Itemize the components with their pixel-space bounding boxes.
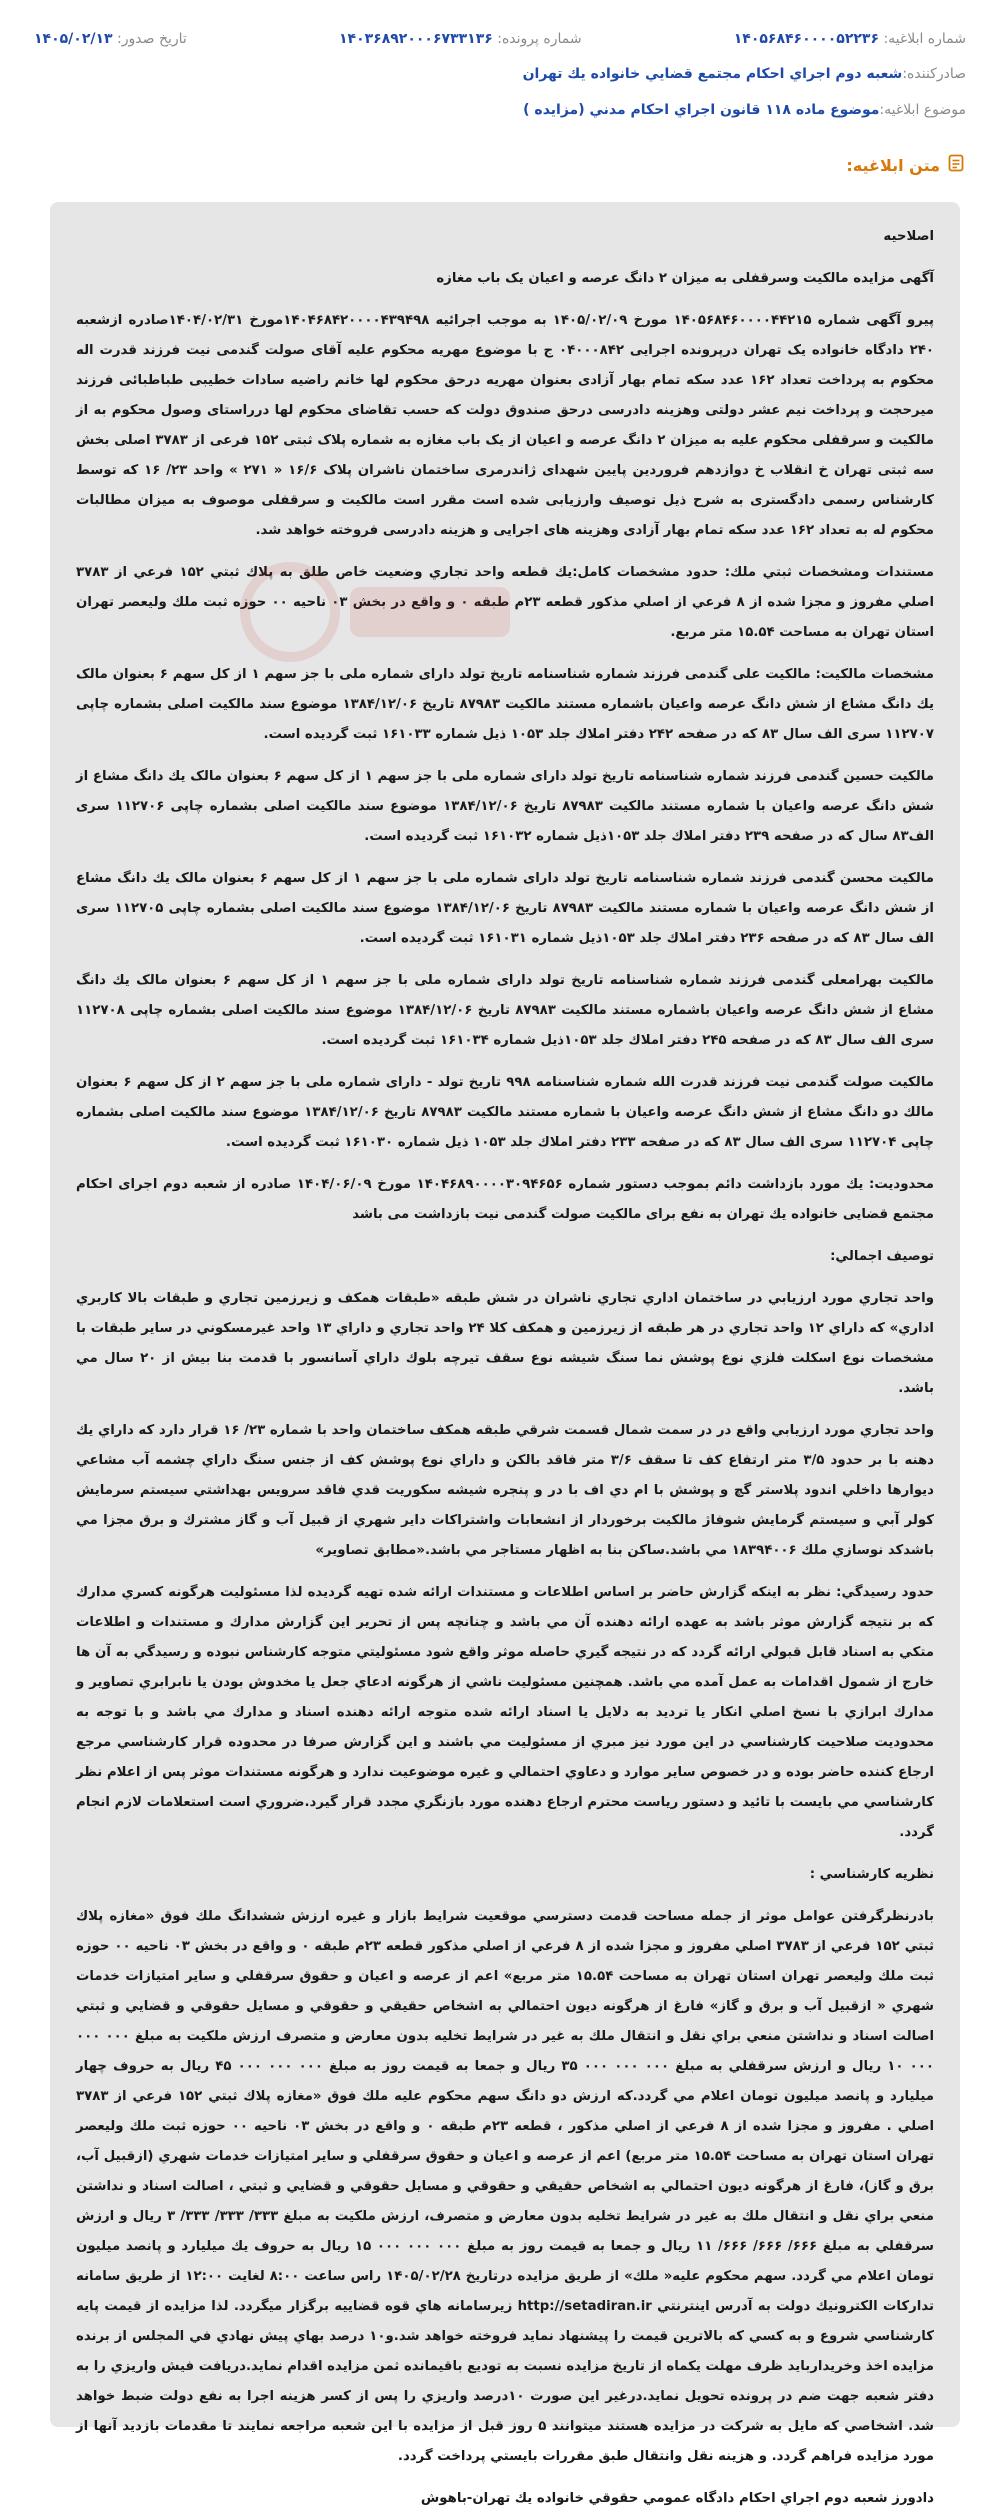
sender-row xyxy=(34,56,966,92)
subject-value: موضوع ماده ۱۱۸ قانون اجراي احکام مدني (مزايده ) xyxy=(523,102,880,118)
notice-number-value: ۱۴۰۵۶۸۴۶۰۰۰۰۵۲۲۳۶ xyxy=(733,31,879,47)
sender-value: شعبه دوم اجراي احکام مجتمع قضايي خانواده يك تهران xyxy=(522,66,903,82)
subject-row xyxy=(34,92,966,128)
notice-text-title xyxy=(34,150,966,180)
case-number-value: ۱۴۰۳۶۸۹۲۰۰۰۶۷۳۳۱۳۶ xyxy=(338,31,493,47)
paragraph-owner-5: مالکیت صولت گندمی نیت فرزند قدرت الله شماره شناسنامه ۹۹۸ تاریخ تولد - دارای شماره ملی با جز سهم ۲ از کل سهم ۶ بعنوان مالك دو دانگ مشاع از شش دانگ عرصه واعیان با شماره مستند مالکیت ۸۷۹۸۳ تاریخ ۱۳۸۴/۱۲/۰۶ موضوع سند مالکیت اصلی بشماره چاپی ۱۱۲۷۰۴ سری الف سال ۸۳ که در صفحه ۲۳۳ دفتر املاك جلد ۱۰۵۳ ذیل شماره ۱۶۱۰۳۰ ثبت گردیده است. xyxy=(76,1075,934,1150)
paragraph-owner-1: مشخصات مالکیت: مالکیت علی گندمی فرزند شماره شناسنامه تاریخ تولد دارای شماره ملی با جز سهم ۱ از کل سهم ۶ بعنوان مالک یك دانگ مشاع از شش دانگ عرصه واعیان باشماره مستند مالکیت ۸۷۹۸۳ تاریخ ۱۳۸۴/۱۲/۰۶ موضوع سند مالکیت اصلی بشماره چاپی ۱۱۲۷۰۷ سری الف سال ۸۳ که در صفحه ۲۴۲ دفتر املاك جلد ۱۰۵۳ ذیل شماره ۱۶۱۰۳۳ ثبت گردیده است. xyxy=(76,667,934,742)
issue-date-label: تاریخ صدور: xyxy=(117,31,187,47)
auction-title: آگهی مزایده مالکیت وسرقفلی به میزان ۲ دانگ عرصه و اعیان یک باب مغازه xyxy=(436,271,934,286)
paragraph-scope: حدود رسيدگي: نظر به اينكه گزارش حاضر بر اساس اطلاعات و مستندات ارائه شده تهيه گرديده لذا مسئوليت هرگونه كسري مدارك كه بر نتيجه گزارش موثر باشد به عهده ارائه دهنده آن مي باشد و چنانچه پس از تحرير اين گزارش مدارك و مستندات و اطلاعات متكي به اسناد قابل قبولي ارائه گردد كه در نتيجه گيري حاصله موثر واقع شود مسئوليتي متوجه كارشناس نبوده و رسيدگي به آن ها خارج از شمول اقدامات به عمل آمده مي باشد. همچنين مسئوليت ناشي از هرگونه ادعاي جعل يا مخدوش بودن يا نابرابري تصاوير و مدارك ابرازي با نسخ اصلي انكار يا ترديد به دلايل يا اسناد ارائه شده متوجه ارائه دهنده اسناد و مدارك مي باشد و با توجه به محدوديت صلاحيت كارشناسي در اين مورد نيز مبري از مسئوليت مي باشند و اين گزارش صرفا در محدوده قرار كارشناسي مرجع ارجاع كننده حاضر بوده و در خصوص ساير موارد و دعاوي احتمالي و غيره موضوعيت ندارد و هرگونه مستندات موثر پس از اعلام نظر كارشناسي مي بايست با تائيد و دستور رياست محترم ارجاع دهنده مورد بازنگري مجدد قرار گيرد.ضروري است استعلامات لازم انجام گردد. xyxy=(76,1585,934,1840)
issue-date xyxy=(34,31,187,47)
expert-opinion-heading: نظريه كارشناسي : xyxy=(809,1867,934,1882)
paragraph-unit: واحد تجاري مورد ارزيابي واقع در در سمت شمال قسمت شرقي طبقه همكف ساختمان واحد با شماره ۲۳/ ۱۶ قرار دارد كه داراي يك دهنه با بر حدود ۳/۵ متر ارتفاع كف تا سقف ۳/۶ متر فاقد بالكن و داراي نوع پوشش كف از جنس سنگ داراي چشمه آب مشاعي ديوارها داخلي اندود پلاستر گچ و پوشش با ام دي اف با در و پنجره شيشه سكوريت قدي فاقد سرويس بهداشتي سيستم سرمايش كولر آبي و سيستم گرمايش شوفاژ مالكيت برخوردار از انشعابات واشتراكات داير شهري از قبيل آب و گاز مشترك و برق مجزا مي باشدكد نوسازي ملك ۱۸۳۹۴۰۰۶ مي باشد.ساكن بنا به اظهار مستاجر مي باشد.«مطابق تصاوير» xyxy=(76,1423,934,1558)
notice-text-title-label: متن ابلاغیه: xyxy=(846,155,940,175)
case-number-label: شماره پرونده: xyxy=(497,31,582,47)
notice-number xyxy=(734,31,966,47)
notice-number-label: شماره ابلاغیه: xyxy=(883,31,966,47)
amendment-heading: اصلاحیه xyxy=(883,229,934,244)
paragraph-valuation: بادرنظرگرفتن عوامل موثر از جمله مساحت قدمت دسترسي موقعيت شرايط بازار و غيره ارزش ششدانگ ملك فوق «مغازه پلاك ثبتي ۱۵۲ فرعي از ۳۷۸۳ اصلي مفروز و مجزا شده از ۸ فرعي از اصلي مذكور قطعه ۲۳م طبقه ۰ و واقع در بخش ۰۳ ناحيه ۰۰ حوزه ثبت ملك وليعصر تهران استان تهران به مساحت ۱۵.۵۴ متر مربع» اعم از عرصه و اعيان و حقوق سرقفلي و ساير امتيازات خدمات شهري « ازقبيل آب و برق و گاز» فارغ از هرگونه ديون احتمالي به اشخاص حقيقي و حقوقي و مسايل حقوقي و قضايي و ثبتي اصالت اسناد و نداشتن منعي براي نقل و انتقال ملك به غير در شرايط تخليه بدون معارض و متصرف ارزش ملكيت به مبلغ ۰۰۰ ۰۰۰ ۰۰۰ ۱۰ ريال و ارزش سرقفلي به مبلغ ۰۰۰ ۰۰۰ ۰۰۰ ۳۵ ريال و جمعا به قيمت روز به مبلغ ۰۰۰ ۰۰۰ ۰۰۰ ۴۵ ريال به حروف چهار ميليارد و پانصد ميليون تومان اعلام مي گردد.كه ارزش دو دانگ سهم محكوم عليه ملك فوق «مغازه پلاك ثبتي ۱۵۲ فرعي از ۳۷۸۳ اصلي . مفروز و مجزا شده از ۸ فرعي از اصلي مذكور ، قطعه ۲۳م طبقه ۰ و واقع در بخش ۰۳ ناحيه ۰۰ حوزه ثبت ملك وليعصر تهران استان تهران به مساحت ۱۵.۵۴ متر مربع) اعم از عرصه و اعيان و حقوق سرقفلي و ساير امتيازات خدمات شهري (ازقبيل آب، برق و گاز)، فارغ از هرگونه ديون احتمالي به اشخاص حقيقي و حقوقي و مسايل حقوقي و قضايي و ثبتي ، اصالت اسناد و نداشتن منعي براي نقل و انتقال ملك به غير در شرايط تخليه بدون معارض و متصرف، ارزش ملكيت به مبلغ ۳۳۳/ ۳۳۳/ ۳۳۳/ ۳ ريال و ارزش سرقفلي به مبلغ ۶۶۶/ ۶۶۶/ ۶۶۶/ ۱۱ ريال و جمعا به قيمت روز به مبلغ ۰۰۰ ۰۰۰ ۰۰۰ ۱۵ ريال به حروف يك ميليارد و پانصد ميليون تومان اعلام مي گردد. سهم محكوم عليه« ملك» از طريق مزايده درتاريخ ۱۴۰۵/۰۲/۲۸ راس ساعت ۸:۰۰ لغايت ۱۲:۰۰ از طريق سامانه تداركات الكترونيك دولت به آدرس اينترنتي http://setadiran.ir زيرسامانه هاي قوه قضاييه برگزار ميگردد. لذا مزايده از قيمت پايه كارشناسي شروع و به كسي كه بالاترين قيمت را پيشنهاد نمايد فروخته خواهد شد.و۱۰ درصد بهاي پيش نهادي في المجلس از برنده مزايده اخذ وخريداربايد ظرف مهلت يكماه از تاريخ مزايده نسبت به توديع باقيمانده ثمن مزايده اقدام نمايد.دريافت فيش واريزي را به دفتر شعبه جهت ضم در پرونده تحويل نمايد.درغير اين صورت ۱۰درصد واريزي را پس از كسر هزينه اجرا به نفع دولت ضبط خواهد شد. اشخاصي كه مايل به شركت در مزايده هستند ميتوانند ۵ روز قبل از مزايده با اين شعبه مراجعه نمايند تا مقدمات بازديد آنها از مورد مزايده فراهم گردد. و هزينه نقل وانتقال طبق مقررات بايستي پرداخت گردد. xyxy=(76,1909,935,2464)
paragraph-restriction: محدودیت: یك مورد بازداشت دائم بموجب دستور شماره ۱۴۰۴۶۸۹۰۰۰۰۳۰۹۴۶۵۶ مورخ ۱۴۰۴/۰۶/۰۹ صادره از شعبه دوم اجرای احکام مجتمع قضایی خانواده یك تهران به نفع برای مالکیت صولت گندمی نیت بازداشت می باشد xyxy=(76,1177,934,1222)
paragraph-intro: پیرو آگهی شماره ۱۴۰۵۶۸۴۶۰۰۰۰۴۴۲۱۵ مورخ ۱۴۰۵/۰۲/۰۹ به موجب اجرائیه ۱۴۰۴۶۸۴۲۰۰۰۰۴۳۹۴۹۸مورخ ۱۴۰۴/۰۲/۳۱صادره ازشعبه ۲۴۰ دادگاه خانواده یک تهران درپرونده اجرایی ۰۴۰۰۰۸۴۲ ج با موضوع مهریه محکوم علیه آقای صولت گندمی نیت فرزند قدرت اله محکوم به پرداخت تعداد ۱۶۲ عدد سکه تمام بهار آزادی بعنوان مهریه درحق محکوم لها خانم راضیه سادات خطیبی طباطبائی فرزند میرحجت و پرداخت نیم عشر دولتی وهزینه دادرسی درحق صندوق دولت که حسب تقاضای محکوم لها درراستای وصول محکوم به از مالکیت و سرقفلی محکوم علیه به میزان ۲ دانگ عرصه و اعیان از یک باب مغازه به شماره پلاک ثبتی ۱۵۲ فرعی از ۳۷۸۳ اصلی بخش سه ثبتی تهران خ انقلاب خ دوازدهم فروردین پایین شهدای ژاندرمری ساختمان ناشران پلاک ۱۶/۶ « ۲۷۱ » واحد ۲۳/ ۱۶ که توسط کارشناس رسمی دادگستری به شرح ذیل توصیف وارزیابی شده است مقرر است مالکیت و سرقفلی موصوف به میزان مطالبات محکوم له به تعداد ۱۶۲ عدد سکه تمام بهار آزادی وهزینه های اجرایی و هزینه دادرسی فروخته خواهد شد. xyxy=(76,313,935,538)
signature-line: دادورز شعبه دوم اجراي احكام دادگاه عمومي حقوقي خانواده يك تهران-باهوش xyxy=(420,2491,934,2506)
notice-header xyxy=(0,0,1000,180)
summary-heading: توصيف اجمالي: xyxy=(830,1249,934,1264)
issue-date-value: ۱۴۰۵/۰۲/۱۳ xyxy=(34,31,113,47)
paragraph-owner-2: مالکیت حسین گندمی فرزند شماره شناسنامه تاریخ تولد دارای شماره ملی با جز سهم ۱ از کل سهم ۶ بعنوان مالک یك دانگ مشاع از شش دانگ عرصه واعیان با شماره مستند مالکیت ۸۷۹۸۳ تاریخ ۱۳۸۴/۱۲/۰۶ موضوع سند مالکیت اصلی بشماره چاپی ۱۱۲۷۰۶ سری الف۸۳ سال که در صفحه ۲۳۹ دفتر املاك جلد ۱۰۵۳ذیل شماره ۱۶۱۰۳۲ ثبت گردیده است. xyxy=(76,769,934,844)
sender-label: صادرکننده: xyxy=(902,66,966,82)
case-number xyxy=(339,31,582,47)
document-icon xyxy=(948,153,966,177)
paragraph-registry: مستندات ومشخصات ثبتي ملك: حدود مشخصات كامل:يك قطعه واحد تجاري وضعيت خاص طلق به پلاك ثبتي ۱۵۲ فرعي از ۳۷۸۳ اصلي مفروز و مجزا شده از ۸ فرعي از اصلي مذكور قطعه ۲۳م طبقه ۰ و واقع در بخش ۰۳ ناحيه ۰۰ حوزه ثبت ملك وليعصر تهران استان تهران به مساحت ۱۵.۵۴ متر مربع. xyxy=(76,565,935,640)
paragraph-owner-3: مالکیت محسن گندمی فرزند شماره شناسنامه تاریخ تولد دارای شماره ملی با جز سهم ۱ از کل سهم ۶ بعنوان مالک یك دانگ مشاع از شش دانگ عرصه واعیان با شماره مستند مالکیت ۸۷۹۸۳ تاریخ ۱۳۸۴/۱۲/۰۶ موضوع سند مالکیت اصلی بشماره چاپی ۱۱۲۷۰۵ سری الف سال ۸۳ که در صفحه ۲۳۶ دفتر املاك جلد ۱۰۵۳ذیل شماره ۱۶۱۰۳۱ ثبت گردیده است. xyxy=(76,871,934,946)
notice-body xyxy=(50,202,960,2506)
header-meta-row xyxy=(34,22,966,56)
paragraph-owner-4: مالکیت بهرامعلی گندمی فرزند شماره شناسنامه تاریخ تولد دارای شماره ملی با جز سهم ۱ از کل سهم ۶ بعنوان مالک یك دانگ مشاع از شش دانگ عرصه واعیان باشماره مستند مالکیت ۸۷۹۸۳ تاریخ ۱۳۸۴/۱۲/۰۶ موضوع سند مالکیت اصلی بشماره چاپی ۱۱۲۷۰۸ سری الف سال ۸۳ که در صفحه ۲۴۵ دفتر املاك جلد ۱۰۵۳ذیل شماره ۱۶۱۰۳۴ ثبت گردیده است. xyxy=(76,973,934,1048)
paragraph-building: واحد تجاري مورد ارزيابي در ساختمان اداري تجاري ناشران در شش طبقه «طبقات همكف و زيرزمين تجاري و طبقات بالا كاربري اداري» كه داراي ۱۲ واحد تجاري در هر طبقه از زيرزمين و همكف كلا ۲۴ واحد تجاري و داراي ۱۳ واحد غيرمسكوني در ساير طبقات با مشخصات نوع اسكلت فلزي نوع پوشش نما سنگ شيشه نوع سقف تيرچه بلوك داراي آسانسور با قدمت بنا بيش از ۲۰ سال مي باشد. xyxy=(76,1291,934,1396)
subject-label: موضوع ابلاغیه: xyxy=(879,102,966,118)
